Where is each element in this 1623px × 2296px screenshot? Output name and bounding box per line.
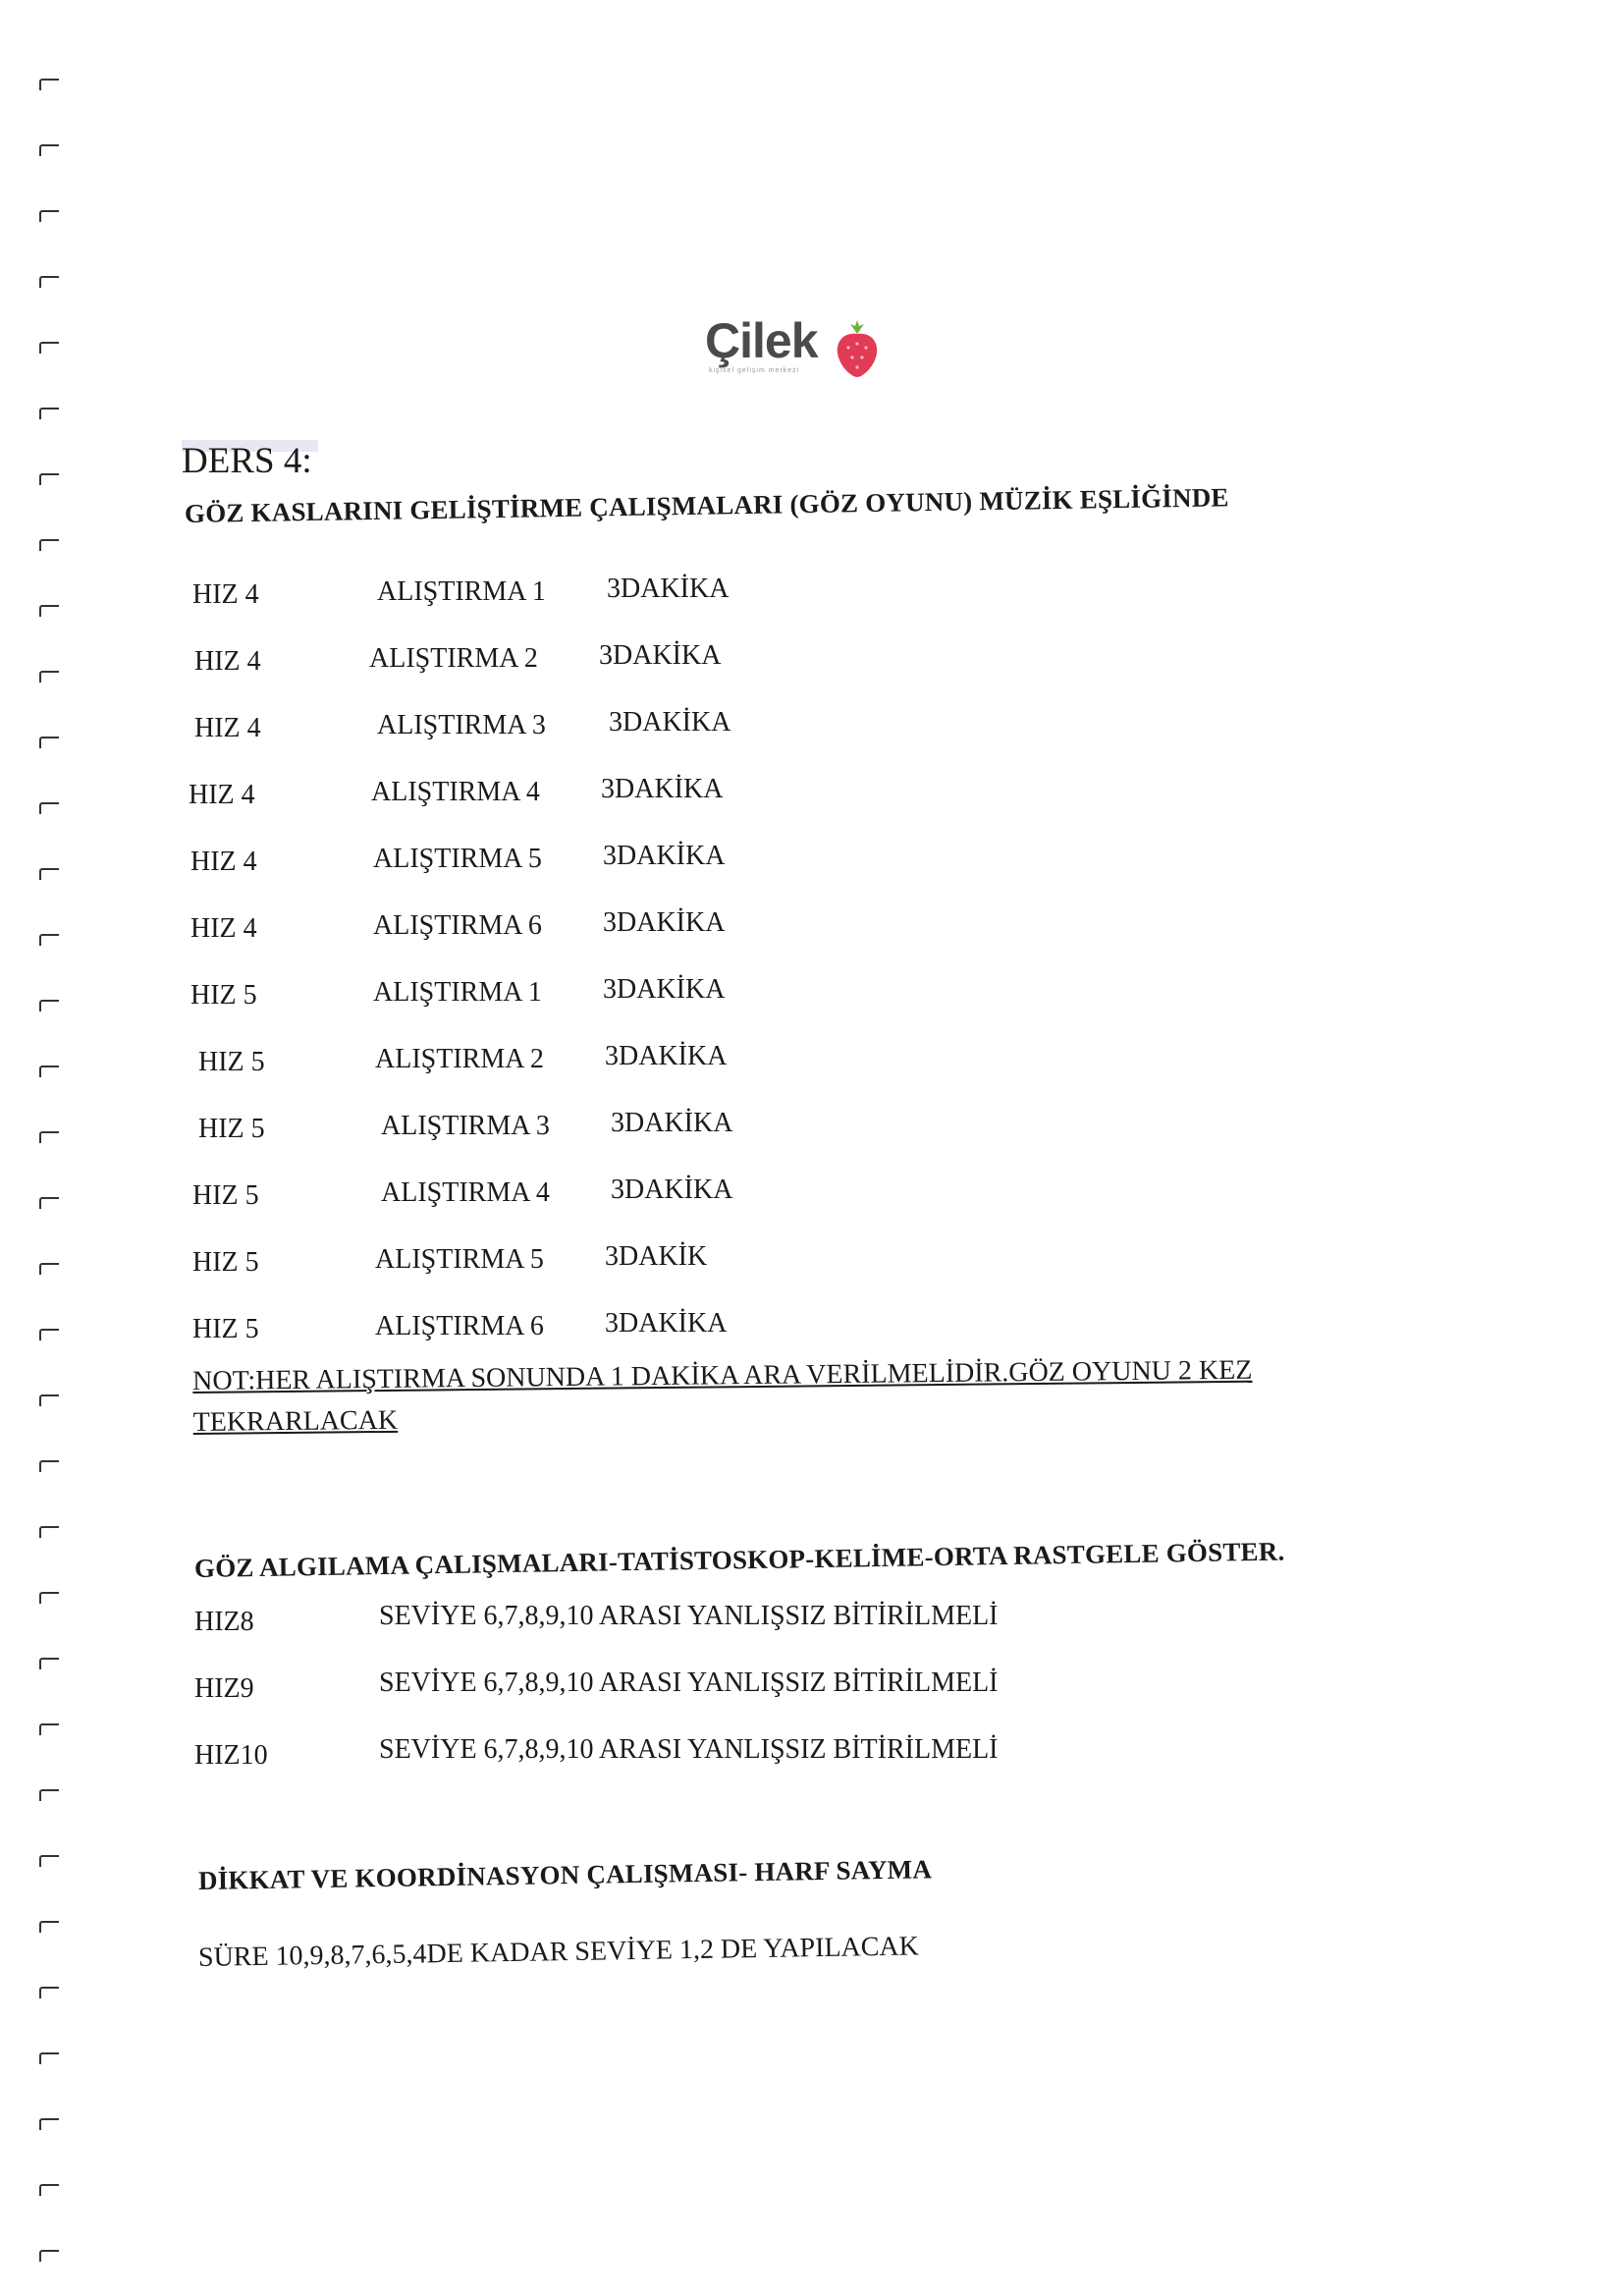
- binding-hole: [39, 276, 59, 288]
- cell-speed: HIZ 4: [192, 579, 259, 610]
- binding-hole: [39, 1526, 59, 1538]
- cell-speed: HIZ8: [194, 1607, 254, 1637]
- cell-exercise: ALIŞTIRMA 6: [373, 910, 542, 941]
- table-row: [0, 841, 982, 886]
- table-row: [0, 640, 982, 685]
- table-row: [0, 1734, 1178, 1779]
- cell-duration: 3DAKİKA: [599, 640, 722, 671]
- cell-duration: 3DAKİKA: [603, 841, 726, 871]
- cell-speed: HIZ 5: [192, 1247, 259, 1278]
- cell-speed: HIZ10: [194, 1740, 268, 1771]
- cell-text: SEVİYE 6,7,8,9,10 ARASI YANLIŞSIZ BİTİRİLMELİ: [379, 1667, 999, 1698]
- cell-duration: 3DAKİKA: [605, 1041, 728, 1071]
- table-row: [0, 1041, 982, 1086]
- binding-hole: [39, 2052, 59, 2064]
- cell-exercise: ALIŞTIRMA 1: [377, 576, 546, 607]
- table-row: [0, 907, 982, 953]
- binding-hole: [39, 1592, 59, 1604]
- table-row: [0, 1175, 982, 1220]
- binding-hole: [39, 2250, 59, 2262]
- binding-hole: [39, 1394, 59, 1406]
- section3-text: SÜRE 10,9,8,7,6,5,4DE KADAR SEVİYE 1,2 DE YAPILACAK: [197, 1931, 920, 1973]
- binding-hole: [39, 1789, 59, 1801]
- binding-hole: [39, 2118, 59, 2130]
- cell-exercise: ALIŞTIRMA 2: [375, 1044, 544, 1074]
- cell-exercise: ALIŞTIRMA 3: [377, 710, 546, 740]
- binding-hole: [39, 1987, 59, 1998]
- table-row: [0, 1601, 1178, 1646]
- cell-speed: HIZ 5: [190, 980, 257, 1011]
- lesson-title: DERS 4:: [182, 440, 318, 482]
- table-row: [0, 574, 982, 619]
- binding-hole: [39, 473, 59, 485]
- section1-heading: GÖZ KASLARINI GELİŞTİRME ÇALIŞMALARI (GÖZ OYUNU) MÜZİK EŞLİĞİNDE: [184, 482, 1229, 528]
- binding-hole: [39, 342, 59, 354]
- cell-duration: 3DAKİKA: [611, 1175, 733, 1205]
- section1-note: NOT:HER ALIŞTIRMA SONUNDA 1 DAKİKA ARA VERİLMELİDİR.GÖZ OYUNU 2 KEZ TEKRARLACAK: [192, 1354, 1253, 1438]
- cell-exercise: ALIŞTIRMA 2: [369, 643, 538, 674]
- cell-speed: HIZ 5: [198, 1047, 265, 1077]
- cell-exercise: ALIŞTIRMA 5: [375, 1244, 544, 1275]
- table-row: [0, 1667, 1178, 1713]
- cell-duration: 3DAKİK: [605, 1241, 708, 1272]
- strawberry-icon: [831, 320, 884, 379]
- binding-hole: [39, 539, 59, 551]
- binding-hole: [39, 1723, 59, 1735]
- cell-text: SEVİYE 6,7,8,9,10 ARASI YANLIŞSIZ BİTİRİLMELİ: [379, 1734, 999, 1765]
- logo-tagline: kişisel gelişim merkezi: [709, 367, 800, 374]
- table-row: [0, 1308, 982, 1353]
- cell-exercise: ALIŞTIRMA 4: [381, 1177, 550, 1208]
- cell-exercise: ALIŞTIRMA 6: [375, 1311, 544, 1341]
- table-row: [0, 774, 982, 819]
- cell-speed: HIZ 5: [198, 1114, 265, 1144]
- cell-duration: 3DAKİKA: [611, 1108, 733, 1138]
- cell-duration: 3DAKİKA: [603, 974, 726, 1005]
- cell-exercise: ALIŞTIRMA 5: [373, 844, 542, 874]
- cell-speed: HIZ 4: [194, 646, 261, 677]
- cell-speed: HIZ 4: [194, 713, 261, 743]
- table-row: [0, 974, 982, 1019]
- cell-speed: HIZ 4: [189, 780, 255, 810]
- binding-hole: [39, 144, 59, 156]
- cell-duration: 3DAKİKA: [601, 774, 724, 804]
- cell-duration: 3DAKİKA: [609, 707, 731, 738]
- binding-hole: [39, 1921, 59, 1933]
- section3-heading: DİKKAT VE KOORDİNASYON ÇALIŞMASI- HARF SAYMA: [197, 1854, 933, 1895]
- cell-exercise: ALIŞTIRMA 1: [373, 977, 542, 1008]
- table-row: [0, 707, 982, 752]
- cell-exercise: ALIŞTIRMA 4: [371, 777, 540, 807]
- logo-wordmark: Çilek: [705, 313, 818, 368]
- cell-duration: 3DAKİKA: [605, 1308, 728, 1339]
- section2-heading: GÖZ ALGILAMA ÇALIŞMALARI-TATİSTOSKOP-KELİME-ORTA RASTGELE GÖSTER.: [193, 1536, 1285, 1583]
- cell-text: SEVİYE 6,7,8,9,10 ARASI YANLIŞSIZ BİTİRİLMELİ: [379, 1601, 999, 1631]
- binding-holes: [39, 79, 69, 2269]
- binding-hole: [39, 1855, 59, 1867]
- binding-hole: [39, 2184, 59, 2196]
- cell-speed: HIZ 5: [192, 1180, 259, 1211]
- table-row: [0, 1241, 982, 1286]
- binding-hole: [39, 79, 59, 90]
- cell-speed: HIZ 4: [190, 913, 257, 944]
- cell-exercise: ALIŞTIRMA 3: [381, 1111, 550, 1141]
- binding-hole: [39, 1658, 59, 1669]
- cell-duration: 3DAKİKA: [603, 907, 726, 938]
- table-row: [0, 1108, 982, 1153]
- cell-duration: 3DAKİKA: [607, 574, 730, 604]
- cell-speed: HIZ 5: [192, 1314, 259, 1344]
- cilek-logo: [705, 312, 882, 381]
- cell-speed: HIZ9: [194, 1673, 254, 1704]
- binding-hole: [39, 408, 59, 419]
- binding-hole: [39, 1460, 59, 1472]
- binding-hole: [39, 210, 59, 222]
- cell-speed: HIZ 4: [190, 847, 257, 877]
